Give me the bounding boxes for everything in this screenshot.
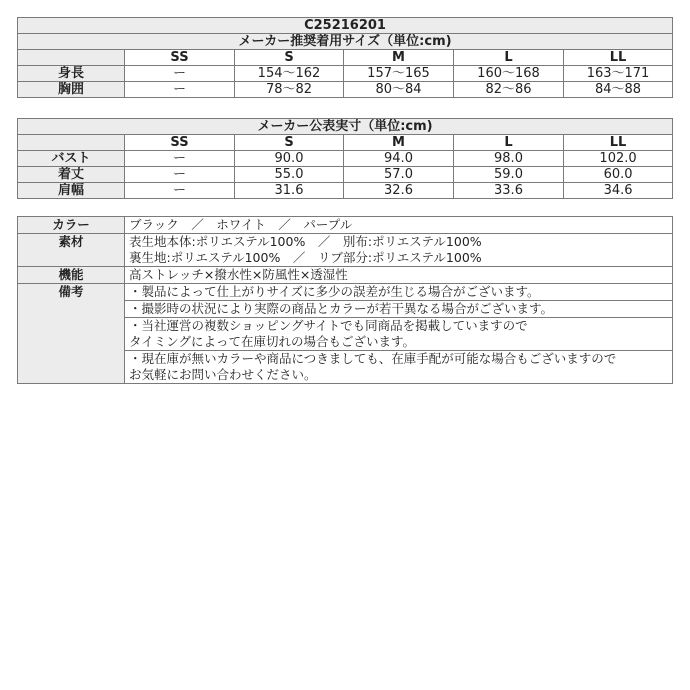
size-header: LL bbox=[564, 135, 673, 151]
note-item: ・現在庫が無いカラーや商品につきましても、在庫手配が可能な場合もございますので bbox=[129, 351, 617, 366]
cell: 157〜165 bbox=[344, 66, 454, 82]
product-code: C25216201 bbox=[18, 18, 673, 34]
cell: 160〜168 bbox=[454, 66, 564, 82]
row-label: バスト bbox=[18, 151, 125, 167]
cell: 57.0 bbox=[344, 167, 454, 183]
table-row bbox=[18, 167, 673, 183]
cell: 59.0 bbox=[454, 167, 564, 183]
size-header: L bbox=[454, 135, 564, 151]
recommended-title: メーカー推奨着用サイズ（単位:cm) bbox=[18, 34, 673, 50]
corner-cell bbox=[18, 135, 125, 151]
cell: 78〜82 bbox=[235, 82, 344, 98]
material-value: 裏生地:ポリエステル100% ／ リブ部分:ポリエステル100% bbox=[129, 250, 482, 265]
cell: 102.0 bbox=[564, 151, 673, 167]
material-row bbox=[18, 234, 673, 267]
cell: ー bbox=[125, 66, 235, 82]
size-header: LL bbox=[564, 50, 673, 66]
notes-row bbox=[18, 284, 673, 301]
size-header: M bbox=[344, 135, 454, 151]
cell: ー bbox=[125, 151, 235, 167]
table-row bbox=[18, 82, 673, 98]
cell: 60.0 bbox=[564, 167, 673, 183]
row-label: 着丈 bbox=[18, 167, 125, 183]
size-header: S bbox=[235, 135, 344, 151]
cell: ー bbox=[125, 82, 235, 98]
cell: 55.0 bbox=[235, 167, 344, 183]
cell: 33.6 bbox=[454, 183, 564, 199]
function-label: 機能 bbox=[18, 267, 125, 284]
size-header: SS bbox=[125, 135, 235, 151]
row-label: 胸囲 bbox=[18, 82, 125, 98]
cell: 34.6 bbox=[564, 183, 673, 199]
color-row bbox=[18, 217, 673, 234]
note-item: ・製品によって仕上がりサイズに多少の誤差が生じる場合がございます。 bbox=[129, 284, 540, 299]
cell: 80〜84 bbox=[344, 82, 454, 98]
cell: 90.0 bbox=[235, 151, 344, 167]
table-row bbox=[18, 151, 673, 167]
note-item-continued: お気軽にお問い合わせください。 bbox=[129, 367, 317, 382]
product-info-table bbox=[17, 216, 673, 384]
note-item: ・当社運営の複数ショッピングサイトでも同商品を掲載していますので bbox=[129, 318, 528, 333]
color-label: カラー bbox=[18, 217, 125, 234]
row-label: 肩幅 bbox=[18, 183, 125, 199]
table-row bbox=[18, 183, 673, 199]
cell: 82〜86 bbox=[454, 82, 564, 98]
table-row bbox=[18, 66, 673, 82]
cell: ー bbox=[125, 183, 235, 199]
cell: ー bbox=[125, 167, 235, 183]
cell: 31.6 bbox=[235, 183, 344, 199]
size-header: L bbox=[454, 50, 564, 66]
size-header: M bbox=[344, 50, 454, 66]
note-item-continued: タイミングによって在庫切れの場合もございます。 bbox=[129, 334, 416, 349]
function-value: 高ストレッチ×撥水性×防風性×透湿性 bbox=[129, 267, 348, 282]
function-row bbox=[18, 267, 673, 284]
notes-label: 備考 bbox=[18, 284, 125, 384]
recommended-size-table bbox=[17, 17, 673, 98]
row-label: 身長 bbox=[18, 66, 125, 82]
cell: 98.0 bbox=[454, 151, 564, 167]
corner-cell bbox=[18, 50, 125, 66]
actual-title: メーカー公表実寸（単位:cm) bbox=[18, 119, 673, 135]
color-value: ブラック ／ ホワイト ／ パープル bbox=[129, 217, 353, 232]
note-item: ・撮影時の状況により実際の商品とカラーが若干異なる場合がございます。 bbox=[129, 301, 554, 316]
cell: 163〜171 bbox=[564, 66, 673, 82]
size-header: S bbox=[235, 50, 344, 66]
cell: 154〜162 bbox=[235, 66, 344, 82]
actual-size-table bbox=[17, 118, 673, 199]
material-value: 表生地本体:ポリエステル100% ／ 別布:ポリエステル100% bbox=[129, 234, 482, 249]
cell: 32.6 bbox=[344, 183, 454, 199]
material-label: 素材 bbox=[18, 234, 125, 267]
size-header: SS bbox=[125, 50, 235, 66]
cell: 84〜88 bbox=[564, 82, 673, 98]
cell: 94.0 bbox=[344, 151, 454, 167]
